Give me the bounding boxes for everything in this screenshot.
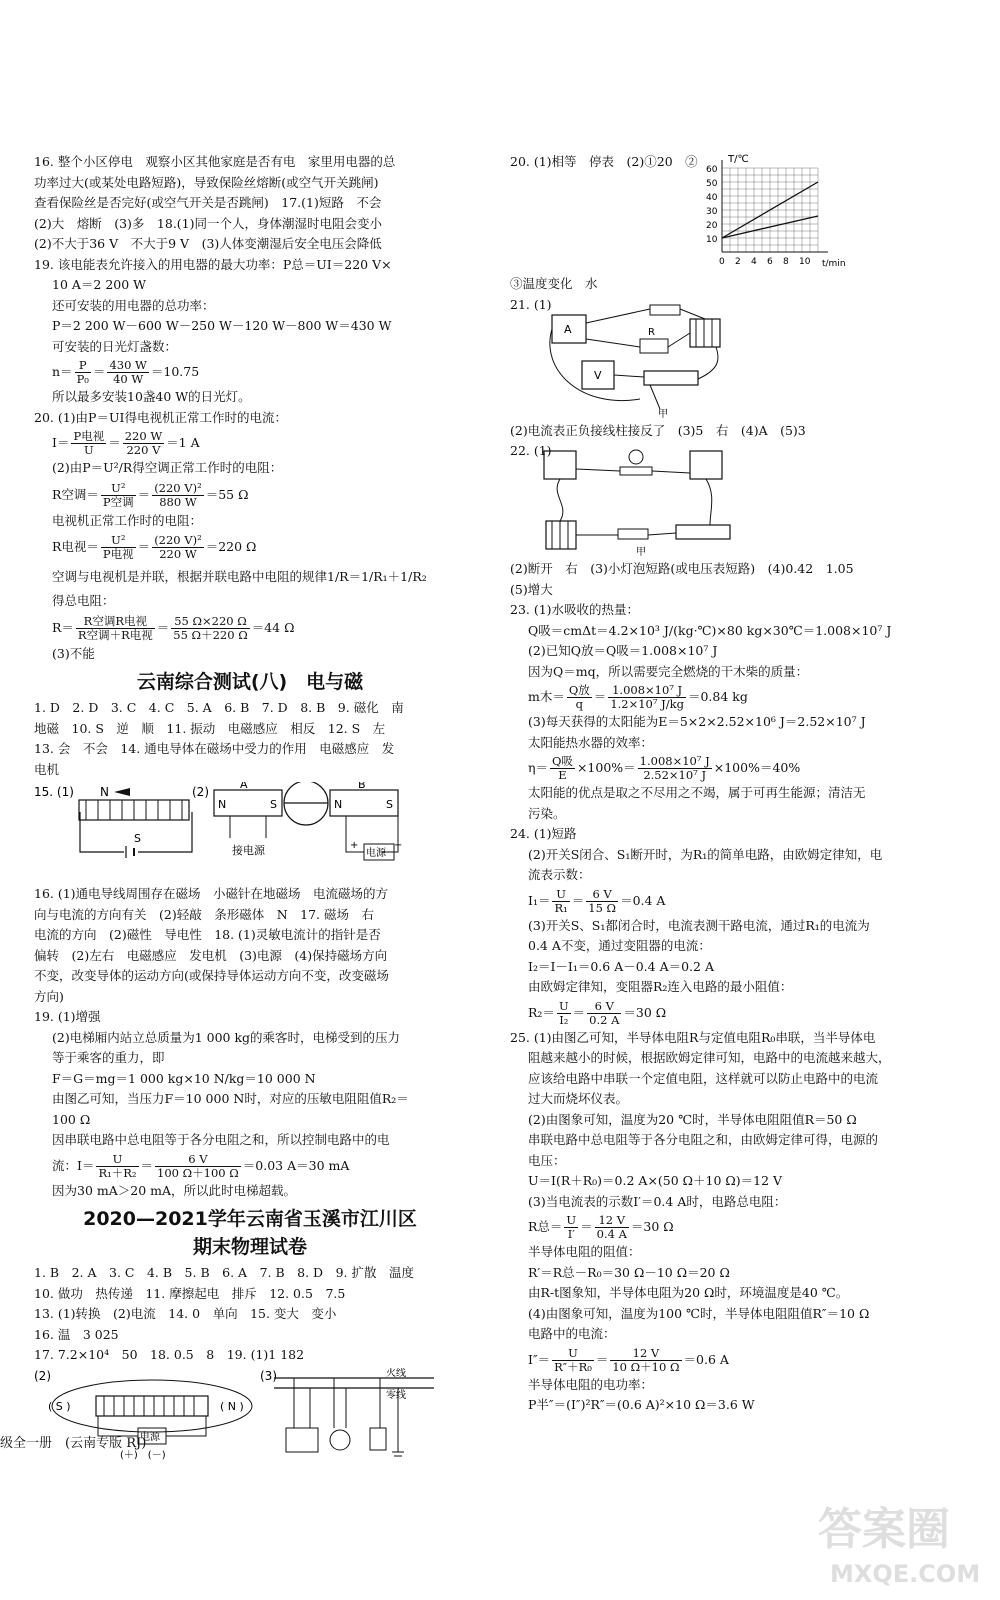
text-line: 13. 会 不会 14. 通电导体在磁场中受力的作用 电磁感应 发 bbox=[34, 741, 395, 756]
text-line: 过大而烧坏仪表。 bbox=[528, 1091, 629, 1106]
right-column bbox=[510, 152, 940, 1416]
text-line: (2)电流表正负接线柱接反了 (3)5 右 (4)A (5)3 bbox=[510, 422, 806, 438]
svg-text:N: N bbox=[100, 785, 109, 799]
text-line: 流表示数： bbox=[528, 867, 591, 882]
y-tick-label: 10 bbox=[706, 235, 718, 245]
formula: n＝ $\frac{P}{\text{P₀}}$ ＝ $\frac{430 W}{40 W}$ ＝10.75 bbox=[52, 358, 200, 386]
formula: I₁＝ $\frac{U}{\text{R₁}}$ ＝ $\frac{6 V}{15 \Omega}$ ＝0.4 A bbox=[528, 886, 666, 915]
svg-text:甲: 甲 bbox=[636, 547, 646, 557]
formula: I＝ $\frac{\text{P电视}}{U}$ ＝ $\frac{220 W}{220 V}$ ＝1 A bbox=[52, 429, 200, 457]
answer-21 bbox=[510, 295, 940, 421]
text-line: (5)增大 bbox=[510, 581, 553, 597]
figure-21-circuit bbox=[540, 299, 730, 419]
label: 15. (1) bbox=[34, 785, 74, 799]
text-line: 向与电流的方向有关 (2)轻敲 条形磁体 N 17. 磁场 右 bbox=[34, 906, 374, 922]
text-line: R′＝R总－R₀＝30 Ω－10 Ω＝20 Ω bbox=[528, 1264, 730, 1280]
text-line: 由图乙可知，当压力F＝10 000 N时，对应的压敏电阻阻值R₂＝ bbox=[52, 1091, 409, 1106]
text-line: (2)开关S闭合、S₁断开时，为R₁的简单电路，由欧姆定律知，电 bbox=[528, 846, 883, 862]
text-line: 0.4 A不变，通过变阻器的电流： bbox=[528, 938, 711, 953]
formula: R电视＝ $\frac{\text{U²}}{\text{P电视}}$ ＝ $\frac{\text{(220 V)²}}{220 W}$ ＝220 Ω bbox=[52, 533, 257, 561]
answer-19 bbox=[34, 255, 466, 408]
text-line: 阻越来越小的时候，根据欧姆定律可知，电路中的电流越来越大， bbox=[528, 1050, 891, 1065]
answer-20-right bbox=[510, 152, 940, 274]
svg-text:B: B bbox=[358, 782, 366, 791]
text-line: 偏转 (2)左右 电磁感应 发电机 (3)电源 (4)保持磁场方向 bbox=[34, 947, 388, 963]
text-line: 10 A＝2 200 W bbox=[52, 277, 147, 292]
svg-text:A: A bbox=[564, 322, 572, 336]
svg-text:零线: 零线 bbox=[386, 1389, 406, 1401]
svg-text:(＋) (－): (＋) (－) bbox=[120, 1449, 166, 1460]
text-line: 地磁 10. S 逆 顺 11. 振动 电磁感应 相反 12. S 左 bbox=[34, 720, 386, 736]
formula: 流：I＝ $\frac{U}{\text{R₁＋R₂}}$ ＝ $\frac{6 V}{100 \Omega+100 \Omega}$ ＝0.03 A＝30 mA bbox=[52, 1151, 350, 1180]
answer-24 bbox=[510, 824, 940, 1028]
text-line: 应该给电路中串联一个定值电阻，这样就可以防止电路中的电流 bbox=[528, 1070, 879, 1086]
text-line: 电压： bbox=[528, 1152, 566, 1168]
svg-text:N: N bbox=[334, 798, 343, 811]
text-line: ③温度变化 水 bbox=[510, 276, 598, 291]
svg-text:( N ): ( N ) bbox=[220, 1399, 244, 1413]
svg-text:(2): (2) bbox=[34, 1368, 51, 1383]
text-line: 100 Ω bbox=[52, 1111, 91, 1127]
text-line: 污染。 bbox=[528, 805, 566, 821]
x-tick-label: 4 bbox=[751, 257, 757, 267]
svg-text:(3): (3) bbox=[260, 1368, 277, 1383]
section-subtitle: 期末物理试卷 bbox=[192, 1236, 307, 1258]
svg-text:答案圈: 答案圈 bbox=[818, 1504, 950, 1555]
svg-text:N: N bbox=[218, 798, 227, 811]
svg-text:MXQE.COM: MXQE.COM bbox=[830, 1560, 981, 1588]
svg-text:接电源: 接电源 bbox=[232, 844, 265, 857]
text-line: 电流的方向 (2)磁性 导电性 18. (1)灵敏电流计的指针是否 bbox=[34, 927, 381, 942]
text-line: 空调与电视机是并联，根据并联电路中电阻的规律1/R＝1/R₁＋1/R₂ bbox=[52, 569, 427, 584]
x-tick-label: 8 bbox=[783, 257, 789, 267]
svg-text:(2): (2) bbox=[192, 785, 209, 799]
text-line: 22. (1) bbox=[510, 443, 552, 458]
y-tick-label: 50 bbox=[706, 179, 718, 189]
text-line: 10. 做功 热传递 11. 摩擦起电 排斥 12. 0.5 7.5 bbox=[34, 1285, 346, 1301]
watermark-logo bbox=[810, 1490, 985, 1590]
y-tick-label: 60 bbox=[706, 165, 718, 175]
text-line: 因为Q＝mq，所以需要完全燃烧的干木柴的质量： bbox=[528, 663, 809, 679]
svg-text:S: S bbox=[270, 798, 277, 811]
text-line: (2)已知Q放＝Q吸＝1.008×10⁷ J bbox=[528, 643, 718, 658]
text-line: U＝I(R＋R₀)＝0.2 A×(50 Ω＋10 Ω)＝12 V bbox=[528, 1173, 783, 1188]
text-line: (3)开关S、S₁都闭合时，电流表测干路电流，通过R₁的电流为 bbox=[528, 917, 870, 933]
answer-23 bbox=[510, 600, 940, 824]
svg-text:V: V bbox=[594, 368, 602, 382]
text-line: (2)由图象可知，温度为20 ℃时，半导体电阻阻值R＝50 Ω bbox=[528, 1111, 857, 1127]
answer-22 bbox=[510, 441, 940, 559]
text-line: (3)当电流表的示数I′＝0.4 A时，电路总电阻： bbox=[528, 1193, 787, 1209]
svg-text:火线: 火线 bbox=[386, 1367, 406, 1379]
text-line: 方向) bbox=[34, 988, 64, 1004]
text-line: 23. (1)水吸收的热量： bbox=[510, 602, 640, 617]
text-line: 不变，改变导体的运动方向(或保持导体运动方向不变，改变磁场 bbox=[34, 968, 389, 983]
text-line: (2)电梯厢内站立总质量为1 000 kg的乘客时，电梯受到的压力 bbox=[52, 1029, 401, 1045]
y-tick-label: 30 bbox=[706, 207, 718, 217]
y-tick-label: 20 bbox=[706, 221, 718, 231]
page-footer: 级全一册 (云南专版 RJ) bbox=[0, 1436, 147, 1451]
text-line: (4)由图象可知，温度为100 ℃时，半导体电阻阻值R″＝10 Ω bbox=[528, 1305, 870, 1321]
text-line: 因串联电路中总电阻等于各分电阻之和，所以控制电路中的电 bbox=[52, 1132, 390, 1147]
text-line: (2)大 熔断 (3)多 18.(1)同一个人，身体潮湿时电阻会变小 bbox=[34, 215, 382, 231]
svg-text:甲: 甲 bbox=[658, 408, 668, 419]
y-tick-label: 40 bbox=[706, 193, 718, 203]
formula: η＝ $\frac{\text{Q吸}}{E}$ ×100%＝ $\frac{\text{1.008×10⁷ J}}{\text{2.52×10⁷ J}}$ ×100%＝40% bbox=[528, 754, 801, 782]
text-line: 太阳能热水器的效率： bbox=[528, 734, 654, 750]
text-line: 太阳能的优点是取之不尽用之不竭，属于可再生能源；清洁无 bbox=[528, 785, 866, 800]
text-line: 1. D 2. D 3. C 4. C 5. A 6. B 7. D 8. B 9. 磁化 南 bbox=[34, 700, 404, 715]
svg-text:( S ): ( S ) bbox=[48, 1399, 71, 1413]
text-line: 电视机正常工作时的电阻： bbox=[52, 512, 203, 528]
text-line: 电机 bbox=[34, 761, 60, 777]
text-line: 16. 整个小区停电 观察小区其他家庭是否有电 家里用电器的总 bbox=[34, 154, 396, 169]
text-line: 24. (1)短路 bbox=[510, 826, 577, 841]
answer-25 bbox=[510, 1028, 940, 1416]
text-line: (3)不能 bbox=[52, 645, 95, 661]
formula: R空调＝ $\frac{\text{U²}}{\text{P空调}}$ ＝ $\frac{\text{(220 V)²}}{880 W}$ ＝55 Ω bbox=[52, 480, 249, 509]
text-line: 1. B 2. A 3. C 4. B 5. B 6. A 7. B 8. D 9. 扩散 温度 bbox=[34, 1265, 414, 1280]
svg-text:+: + bbox=[350, 840, 359, 851]
figure-22-circuit bbox=[540, 445, 740, 557]
figure-15-electromagnets bbox=[34, 782, 466, 882]
answer-20 bbox=[34, 408, 466, 665]
text-line: P半″＝(I″)²R″＝(0.6 A)²×10 Ω＝3.6 W bbox=[528, 1397, 755, 1412]
text-line: 半导体电阻的阻值： bbox=[528, 1244, 641, 1259]
text-line: 可安装的日光灯盏数： bbox=[52, 338, 178, 354]
text-line: (2)由P＝U²/R得空调正常工作时的电阻： bbox=[52, 460, 283, 475]
x-tick-label: 2 bbox=[735, 257, 741, 267]
text-line: 还可安装的用电器的总功率： bbox=[52, 297, 215, 313]
text-line: (2)不大于36 V 不大于9 V (3)人体变潮湿后安全电压会降低 bbox=[34, 236, 382, 251]
section-title: 2020—2021学年云南省玉溪市江川区 bbox=[83, 1208, 417, 1230]
section-8-answers-b bbox=[34, 884, 466, 1201]
text-line: 20. (1)相等 停表 (2)①20 ② bbox=[510, 154, 698, 169]
text-line: 半导体电阻的电功率： bbox=[528, 1376, 654, 1392]
x-tick-label: 0 bbox=[719, 257, 725, 267]
text-line: 由R-t图象知，半导体电阻为20 Ω时，环境温度是40 ℃。 bbox=[528, 1285, 849, 1300]
x-tick-label: 10 bbox=[799, 257, 811, 267]
text-line: 等于乘客的重力，即 bbox=[52, 1050, 165, 1065]
text-line: 得总电阻： bbox=[52, 593, 115, 608]
text-line: 25. (1)由图乙可知，半导体电阻R与定值电阻R₀串联，当半导体电 bbox=[510, 1029, 876, 1045]
text-line: 20. (1)由P＝UI得电视机正常工作时的电流： bbox=[34, 409, 287, 425]
text-line: 串联电路中总电阻等于各分电阻之和，由欧姆定律可得，电源的 bbox=[528, 1132, 879, 1147]
formula: m木＝ $\frac{\text{Q放}}{q}$ ＝ $\frac{\text{1.008×10⁷ J}}{\text{1.2×10⁷ J/kg}}$ ＝0.84 kg bbox=[528, 683, 748, 711]
section-8-answers bbox=[34, 698, 466, 780]
x-tick-label: 6 bbox=[767, 257, 773, 267]
text-line: 21. (1) bbox=[510, 296, 552, 312]
text-line: 13. (1)转换 (2)电流 14. 0 单向 15. 变大 变小 bbox=[34, 1306, 337, 1321]
text-line: I₂＝I－I₁＝0.6 A－0.4 A＝0.2 A bbox=[528, 958, 714, 974]
text-line: P＝2 200 W－600 W－250 W－120 W－800 W＝430 W bbox=[52, 318, 392, 333]
svg-text:−: − bbox=[394, 840, 403, 851]
text-line: Q吸＝cmΔt＝4.2×10³ J/(kg·℃)×80 kg×30℃＝1.008×10⁷ J bbox=[528, 622, 892, 638]
text-line: (2)断开 右 (3)小灯泡短路(或电压表短路) (4)0.42 1.05 bbox=[510, 561, 854, 576]
svg-text:S: S bbox=[134, 832, 141, 845]
text-line: 由欧姆定律知，变阻器R₂连入电路的最小阻值： bbox=[528, 979, 793, 994]
text-line: 16. (1)通电导线周围存在磁场 小磁针在地磁场 电流磁场的方 bbox=[34, 886, 389, 901]
formula: R₂＝ $\frac{U}{\text{I₂}}$ ＝ $\frac{6 V}{0.2 A}$ ＝30 Ω bbox=[528, 998, 667, 1027]
formula: R＝ $\frac{\text{R空调R电视}}{\text{R空调＋R电视}}$ ＝ $\frac{55 \Omega\times 220 \Omega}{55 \Omega+220 \Omega}$ ＝44 Ω bbox=[52, 613, 295, 642]
text-line: 19. (1)增强 bbox=[34, 1009, 101, 1024]
text-line: 17. 7.2×10⁴ 50 18. 0.5 8 19. (1)1 182 bbox=[34, 1347, 305, 1362]
text-line: 查看保险丝是否完好(或空气开关是否跳闸) 17.(1)短路 不会 bbox=[34, 195, 382, 210]
section-9-answers bbox=[34, 1263, 466, 1366]
y-axis-label: T/℃ bbox=[728, 154, 749, 165]
svg-text:电源: 电源 bbox=[366, 848, 386, 859]
text-line: F＝G＝mg＝1 000 kg×10 N/kg＝10 000 N bbox=[52, 1070, 316, 1086]
left-column bbox=[34, 152, 466, 1462]
text-line: 16. 温 3 025 bbox=[34, 1326, 119, 1342]
text-line: 因为30 mA＞20 mA，所以此时电梯超载。 bbox=[52, 1182, 297, 1198]
svg-text:S: S bbox=[386, 798, 393, 811]
formula: R总＝ $\frac{U}{I'}$ ＝ $\frac{12 V}{0.4 A}$ ＝30 Ω bbox=[528, 1213, 674, 1241]
section-title: 云南综合测试(八) 电与磁 bbox=[136, 671, 364, 693]
text-line: 电路中的电流： bbox=[528, 1326, 616, 1341]
text-line: (3)每天获得的太阳能为E＝5×2×2.52×10⁶ J＝2.52×10⁷ J bbox=[528, 714, 866, 729]
formula: I″＝ $\frac{U}{\text{R″＋R₀}}$ ＝ $\frac{12 V}{10 \Omega+10 \Omega}$ ＝0.6 A bbox=[528, 1345, 729, 1374]
svg-text:A: A bbox=[240, 782, 248, 791]
text-line: 功率过大(或某处电路短路)，导致保险丝熔断(或空气开关跳闸) bbox=[34, 174, 379, 190]
answer-16-18 bbox=[34, 152, 466, 255]
svg-text:电源: 电源 bbox=[140, 1431, 160, 1443]
text-line: 所以最多安装10盏40 W的日光灯。 bbox=[52, 389, 251, 404]
x-axis-label: t/min bbox=[822, 259, 846, 269]
svg-text:R: R bbox=[648, 326, 655, 338]
temperature-time-graph bbox=[700, 152, 850, 272]
text-line: 19. 该电能表允许接入的用电器的最大功率：P总＝UI＝220 V× bbox=[34, 256, 392, 272]
